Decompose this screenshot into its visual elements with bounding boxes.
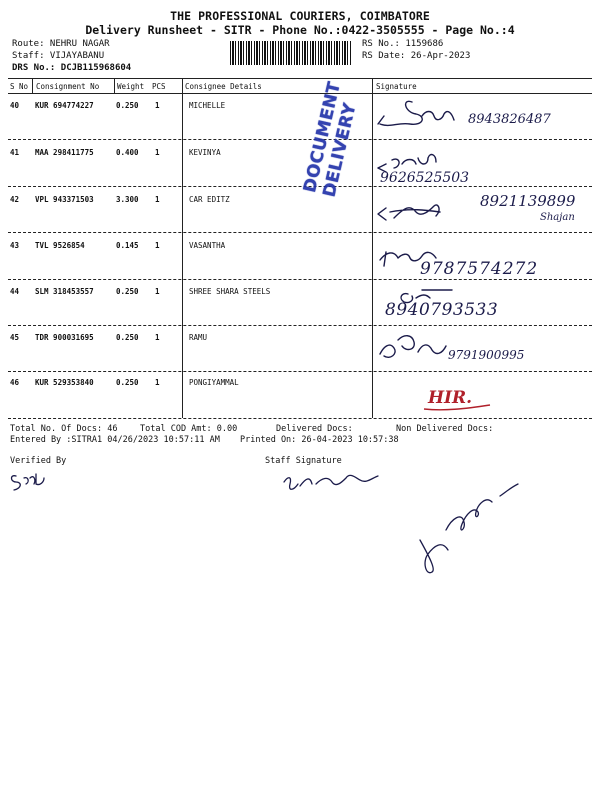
row-weight: 3.300 — [116, 195, 139, 204]
row-pcs: 1 — [155, 287, 160, 296]
signature-strokes — [372, 94, 592, 418]
row-consignment: KUR 694774227 — [35, 101, 94, 110]
row-consignee: KEVINYA — [189, 148, 221, 157]
col-header-sno: S No — [10, 82, 29, 91]
row-separator — [8, 418, 592, 419]
staff-label: Staff: VIJAYABANU — [12, 51, 105, 61]
handwritten-remark-46: HIR. — [428, 388, 473, 408]
row-pcs: 1 — [155, 148, 160, 157]
row-sno: 44 — [10, 287, 20, 296]
verified-by-signature — [12, 474, 45, 490]
handwritten-phone-45: 9791900995 — [448, 348, 525, 362]
handwritten-phone-42: 8921139899 — [480, 192, 576, 210]
row-consignee: PONGIYAMMAL — [189, 378, 239, 387]
drs-label: DRS No.: — [12, 63, 61, 73]
row-weight: 0.250 — [116, 287, 139, 296]
row-consignment: SLM 318453557 — [35, 287, 94, 296]
handwritten-phone-43: 9787574272 — [420, 259, 539, 279]
printed-on: Printed On: 26-04-2023 10:57:38 — [240, 435, 399, 445]
delivered-docs: Delivered Docs: — [276, 424, 353, 434]
hir-underline — [420, 385, 500, 415]
row-sno: 46 — [10, 378, 20, 387]
row-sno: 43 — [10, 241, 20, 250]
non-delivered-docs: Non Delivered Docs: — [396, 424, 494, 434]
col-header-signature: Signature — [376, 82, 417, 91]
col-divider — [182, 78, 183, 418]
row-pcs: 1 — [155, 101, 160, 110]
row-pcs: 1 — [155, 333, 160, 342]
handwritten-phone-41: 9626525503 — [380, 170, 470, 186]
table-top-rule — [8, 78, 592, 79]
approver-signature — [420, 484, 518, 573]
row-weight: 0.250 — [116, 101, 139, 110]
staff-signature-label: Staff Signature — [265, 456, 342, 466]
col-divider — [114, 78, 115, 93]
handwritten-phone-44: 8940793533 — [385, 300, 499, 320]
verified-by-label: Verified By — [10, 456, 67, 466]
signature-40 — [378, 101, 454, 125]
row-consignee: CAR EDITZ — [189, 195, 230, 204]
rs-date: RS Date: 26-Apr-2023 — [362, 51, 471, 61]
row-pcs: 1 — [155, 241, 160, 250]
total-docs: Total No. Of Docs: 46 — [10, 424, 118, 434]
row-consignee: SHREE SHARA STEELS — [189, 287, 271, 296]
row-consignment: TDR 900031695 — [35, 333, 94, 342]
row-consignment: TVL 9526854 — [35, 241, 85, 250]
row-consignee: RAMU — [189, 333, 208, 342]
row-weight: 0.250 — [116, 378, 139, 387]
row-consignment: VPL 943371503 — [35, 195, 94, 204]
row-consignment: MAA 298411775 — [35, 148, 94, 157]
col-header-weight: Weight — [117, 82, 145, 91]
row-weight: 0.145 — [116, 241, 139, 250]
row-sno: 45 — [10, 333, 20, 342]
entered-by: Entered By :SITRA1 04/26/2023 10:57:11 AM — [10, 435, 220, 445]
col-header-consignee: Consignee Details — [185, 82, 262, 91]
col-header-pcs: PCS — [152, 82, 166, 91]
row-sno: 41 — [10, 148, 20, 157]
handwritten-name-42: Shajan — [540, 212, 575, 223]
rs-number: RS No.: 1159686 — [362, 39, 444, 49]
runsheet-subtitle: Delivery Runsheet - SITR - Phone No.:0422-3505555 - Page No.:4 — [85, 23, 515, 37]
handwritten-phone-40: 8943826487 — [468, 112, 551, 127]
row-consignment: KUR 529353840 — [35, 378, 94, 387]
row-weight: 0.400 — [116, 148, 139, 157]
row-consignee: MICHELLE — [189, 101, 226, 110]
row-pcs: 1 — [155, 195, 160, 204]
row-weight: 0.250 — [116, 333, 139, 342]
row-consignee: VASANTHA — [189, 241, 226, 250]
footer-signatures — [0, 460, 600, 580]
signature-42 — [378, 205, 440, 220]
document-delivery-stamp: DOCUMENT DELIVERY — [300, 79, 361, 199]
row-sno: 40 — [10, 101, 20, 110]
total-cod: Total COD Amt: 0.00 — [140, 424, 238, 434]
col-header-consignment: Consignment No — [36, 82, 100, 91]
row-pcs: 1 — [155, 378, 160, 387]
col-divider — [32, 78, 33, 93]
route-label: Route: NEHRU NAGAR — [12, 39, 110, 49]
drs-value: DCJB115968604 — [60, 63, 132, 73]
drs-number — [12, 62, 131, 74]
signature-45 — [380, 336, 446, 358]
row-sno: 42 — [10, 195, 20, 204]
staff-signature — [284, 475, 378, 489]
company-name: THE PROFESSIONAL COURIERS, COIMBATORE — [170, 9, 430, 23]
